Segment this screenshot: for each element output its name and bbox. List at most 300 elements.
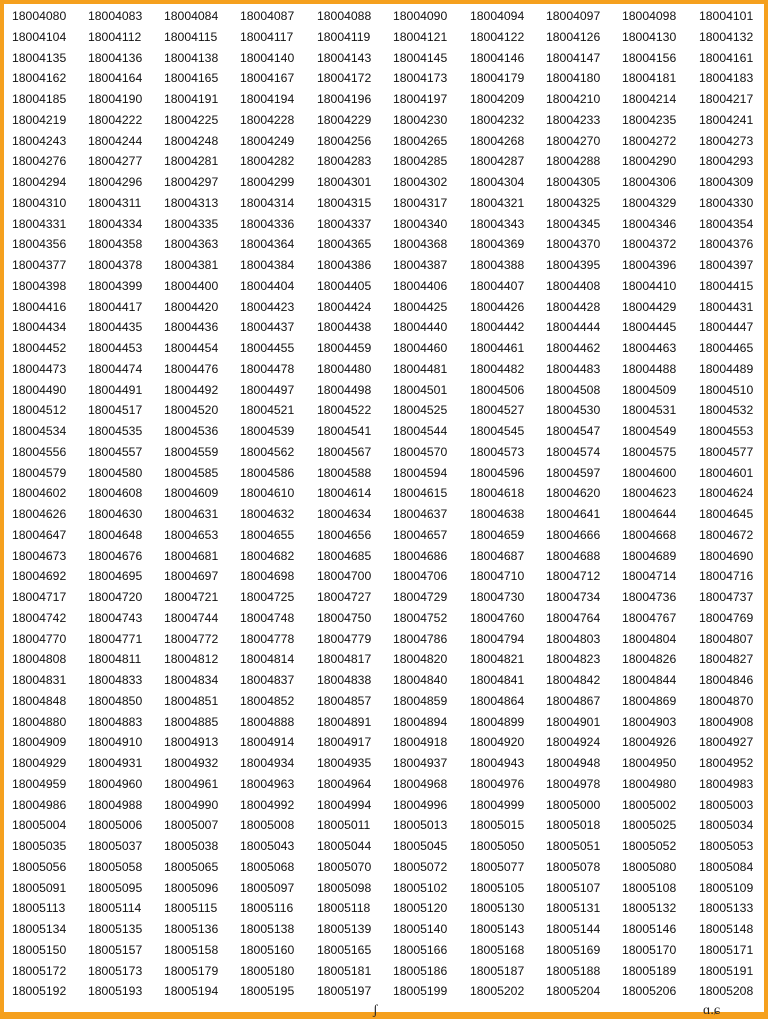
roll-number-cell: 18005097: [240, 880, 295, 895]
roll-number-cell: 18004256: [317, 133, 372, 148]
roll-number-cell: 18004161: [699, 50, 754, 65]
roll-number-cell: 18004478: [240, 361, 295, 376]
roll-number-cell: 18004115: [164, 29, 218, 44]
roll-number-cell: 18005105: [470, 880, 525, 895]
roll-number-cell: 18004230: [393, 112, 448, 127]
roll-number-cell: 18005011: [317, 818, 371, 833]
roll-number-cell: 18005181: [317, 963, 372, 978]
roll-number-cell: 18004541: [317, 424, 372, 438]
roll-number-cell: 18004399: [88, 278, 143, 293]
roll-number-cell: 18005095: [88, 880, 143, 895]
roll-number-cell: 18004952: [699, 756, 754, 770]
roll-number-cell: 18005068: [240, 859, 295, 874]
roll-number-cell: 18004167: [240, 71, 295, 86]
roll-number-cell: 18004827: [699, 652, 754, 667]
roll-number-cell: 18004557: [88, 444, 143, 459]
roll-number-cell: 18004297: [164, 175, 219, 189]
roll-number-cell: 18004525: [393, 403, 448, 418]
roll-number-cell: 18004641: [546, 507, 601, 521]
table-row: [0, 400, 768, 420]
roll-number-cell: 18004891: [317, 714, 372, 729]
roll-number-cell: 18004197: [393, 92, 448, 106]
roll-number-cell: 18004807: [699, 631, 754, 646]
roll-number-cell: 18004903: [622, 714, 677, 729]
roll-number-cell: 18004293: [699, 154, 754, 169]
roll-number-cell: 18005015: [470, 818, 525, 833]
roll-number-cell: 18004232: [470, 112, 525, 127]
roll-number-cell: 18004143: [317, 50, 372, 65]
roll-number-cell: 18005013: [393, 818, 448, 833]
roll-number-cell: 18004857: [317, 693, 372, 708]
roll-number-cell: 18004980: [622, 776, 677, 791]
roll-number-cell: 18004222: [88, 112, 143, 127]
roll-number-cell: 18004527: [470, 403, 525, 418]
roll-number-cell: 18004859: [393, 693, 448, 708]
roll-number-cell: 18004400: [164, 278, 219, 293]
roll-number-cell: 18004736: [622, 590, 677, 604]
roll-number-cell: 18004676: [88, 548, 143, 563]
roll-number-cell: 18004209: [470, 92, 525, 106]
roll-number-cell: 18004615: [393, 486, 448, 501]
roll-number-cell: 18004509: [622, 382, 677, 397]
table-row: [0, 857, 768, 877]
roll-number-cell: 18004426: [470, 299, 525, 314]
roll-number-cell: 18004233: [546, 112, 601, 127]
roll-number-cell: 18004434: [12, 320, 67, 335]
roll-number-cell: 18004659: [470, 527, 525, 542]
roll-number-cell: 18004672: [699, 527, 754, 542]
roll-number-cell: 18004235: [622, 112, 677, 127]
roll-number-cell: 18004577: [699, 444, 754, 459]
roll-number-cell: 18004673: [12, 548, 67, 563]
roll-number-cell: 18004490: [12, 382, 67, 397]
roll-number-cell: 18004983: [699, 776, 754, 791]
roll-number-cell: 18005120: [393, 901, 448, 916]
roll-number-cell: 18004706: [393, 569, 448, 584]
roll-number-cell: 18005102: [393, 880, 448, 895]
roll-number-cell: 18004340: [393, 216, 448, 231]
table-row: [0, 608, 768, 628]
roll-number-cell: 18005078: [546, 859, 601, 874]
roll-number-cell: 18004626: [12, 507, 67, 521]
roll-number-cell: 18004842: [546, 673, 601, 687]
roll-number-cell: 18004241: [699, 112, 754, 127]
roll-number-cell: 18004498: [317, 382, 372, 397]
roll-number-cell: 18004407: [470, 278, 525, 293]
roll-number-cell: 18004637: [393, 507, 448, 521]
table-row: [0, 961, 768, 981]
roll-number-cell: 18005189: [622, 963, 677, 978]
roll-number-cell: 18004321: [470, 195, 525, 210]
roll-number-cell: 18004098: [622, 9, 677, 23]
roll-number-cell: 18005118: [317, 901, 371, 916]
roll-number-cell: 18005135: [88, 922, 143, 936]
roll-number-cell: 18004760: [470, 610, 525, 625]
roll-number-cell: 18005007: [164, 818, 219, 833]
roll-number-cell: 18004481: [393, 361, 448, 376]
roll-number-cell: 18004914: [240, 735, 295, 750]
roll-number-cell: 18005045: [393, 839, 448, 853]
roll-number-cell: 18004562: [240, 444, 295, 459]
table-row: [0, 193, 768, 213]
roll-number-cell: 18004440: [393, 320, 448, 335]
roll-number-cell: 18005202: [470, 984, 525, 999]
roll-number-cell: 18004698: [240, 569, 295, 584]
table-row: [0, 525, 768, 545]
table-row: [0, 732, 768, 752]
roll-number-cell: 18004880: [12, 714, 67, 729]
roll-number-cell: 18004225: [164, 112, 219, 127]
roll-number-cell: 18004520: [164, 403, 219, 418]
roll-number-cell: 18004345: [546, 216, 601, 231]
roll-number-cell: 18004302: [393, 175, 448, 189]
roll-number-cell: 18004183: [699, 71, 754, 86]
roll-number-cell: 18005072: [393, 859, 448, 874]
roll-number-cell: 18005130: [470, 901, 525, 916]
roll-number-cell: 18004436: [164, 320, 219, 335]
roll-number-cell: 18004228: [240, 112, 295, 127]
roll-number-cell: 18004386: [317, 258, 372, 272]
roll-number-cell: 18004534: [12, 424, 67, 438]
roll-number-cell: 18004596: [470, 465, 525, 480]
roll-number-cell: 18004999: [470, 797, 525, 812]
roll-number-cell: 18004575: [622, 444, 677, 459]
roll-number-cell: 18004920: [470, 735, 525, 750]
roll-number-cell: 18004632: [240, 507, 295, 521]
roll-number-cell: 18005206: [622, 984, 677, 999]
roll-number-cell: 18004609: [164, 486, 219, 501]
roll-number-cell: 18004648: [88, 527, 143, 542]
roll-number-cell: 18004888: [240, 714, 295, 729]
roll-number-cell: 18004435: [88, 320, 143, 335]
roll-number-cell: 18004959: [12, 776, 67, 791]
roll-number-cell: 18004848: [12, 693, 67, 708]
roll-number-cell: 18004623: [622, 486, 677, 501]
roll-number-cell: 18005188: [546, 963, 601, 978]
roll-number-cell: 18005037: [88, 839, 143, 853]
roll-number-cell: 18004276: [12, 154, 67, 169]
roll-number-cell: 18004101: [699, 9, 754, 23]
roll-number-cell: 18004087: [240, 9, 295, 23]
roll-number-cell: 18004931: [88, 756, 143, 770]
roll-number-cell: 18004132: [699, 29, 754, 44]
roll-number-cell: 18005146: [622, 922, 677, 936]
roll-number-cell: 18004229: [317, 112, 372, 127]
roll-number-cell: 18004416: [12, 299, 67, 314]
roll-number-cell: 18004135: [12, 50, 67, 65]
roll-number-cell: 18004482: [470, 361, 525, 376]
roll-number-cell: 18004243: [12, 133, 67, 148]
roll-number-cell: 18004397: [699, 258, 754, 272]
roll-number-cell: 18004668: [622, 527, 677, 542]
roll-number-cell: 18004343: [470, 216, 525, 231]
roll-number-cell: 18004512: [12, 403, 67, 418]
roll-number-cell: 18004437: [240, 320, 295, 335]
handwritten-mark: ʃ: [373, 1003, 378, 1018]
roll-number-cell: 18005170: [622, 942, 677, 957]
roll-number-cell: 18004682: [240, 548, 295, 563]
roll-number-cell: 18004850: [88, 693, 143, 708]
roll-number-cell: 18004624: [699, 486, 754, 501]
roll-number-cell: 18004121: [393, 29, 448, 44]
roll-number-cell: 18004804: [622, 631, 677, 646]
roll-number-cell: 18004721: [164, 590, 219, 604]
roll-number-cell: 18004483: [546, 361, 601, 376]
roll-number-cell: 18004313: [164, 195, 219, 210]
roll-number-cell: 18005143: [470, 922, 525, 936]
roll-number-cell: 18004948: [546, 756, 601, 770]
roll-number-cell: 18004145: [393, 50, 448, 65]
roll-number-cell: 18005113: [12, 901, 66, 916]
roll-number-cell: 18005148: [699, 922, 754, 936]
roll-number-cell: 18005056: [12, 859, 67, 874]
roll-number-cell: 18004544: [393, 424, 448, 438]
roll-number-cell: 18004172: [317, 71, 372, 86]
roll-number-cell: 18004461: [470, 341, 525, 355]
roll-number-cell: 18004330: [699, 195, 754, 210]
roll-number-cell: 18005025: [622, 818, 677, 833]
roll-number-cell: 18004852: [240, 693, 295, 708]
roll-number-cell: 18005132: [622, 901, 677, 916]
table-row: [0, 338, 768, 358]
roll-number-cell: 18004146: [470, 50, 525, 65]
roll-number-cell: 18004934: [240, 756, 295, 770]
roll-number-cell: 18004976: [470, 776, 525, 791]
roll-number-cell: 18005169: [546, 942, 601, 957]
roll-number-cell: 18004831: [12, 673, 67, 687]
roll-number-cell: 18004335: [164, 216, 219, 231]
roll-number-cell: 18004645: [699, 507, 754, 521]
roll-number-cell: 18004608: [88, 486, 143, 501]
roll-number-cell: 18004521: [240, 403, 295, 418]
roll-number-cell: 18004388: [470, 258, 525, 272]
roll-number-cell: 18004601: [699, 465, 754, 480]
table-row: [0, 48, 768, 68]
roll-number-cell: 18005187: [470, 963, 525, 978]
roll-number-cell: 18005157: [88, 942, 143, 957]
roll-number-cell: 18004281: [164, 154, 219, 169]
roll-number-cell: 18004094: [470, 9, 525, 23]
roll-number-cell: 18005115: [164, 901, 218, 916]
roll-number-cell: 18004838: [317, 673, 372, 687]
roll-number-cell: 18004885: [164, 714, 219, 729]
roll-number-cell: 18004764: [546, 610, 601, 625]
roll-number-cell: 18004417: [88, 299, 143, 314]
roll-number-cell: 18004730: [470, 590, 525, 604]
roll-number-cell: 18004136: [88, 50, 143, 65]
roll-number-cell: 18004657: [393, 527, 448, 542]
roll-number-cell: 18005044: [317, 839, 372, 853]
roll-number-cell: 18004522: [317, 403, 372, 418]
roll-number-cell: 18004179: [470, 71, 525, 86]
roll-number-cell: 18004415: [699, 278, 754, 293]
roll-number-cell: 18004314: [240, 195, 295, 210]
roll-number-cell: 18004547: [546, 424, 601, 438]
roll-number-cell: 18004112: [88, 29, 142, 44]
roll-number-cell: 18004840: [393, 673, 448, 687]
table-row: [0, 587, 768, 607]
roll-number-cell: 18004480: [317, 361, 372, 376]
roll-number-cell: 18004354: [699, 216, 754, 231]
roll-number-cell: 18004820: [393, 652, 448, 667]
roll-number-cell: 18004283: [317, 154, 372, 169]
roll-number-cell: 18004961: [164, 776, 219, 791]
roll-number-cell: 18004634: [317, 507, 372, 521]
roll-number-cell: 18004752: [393, 610, 448, 625]
roll-number-cell: 18004712: [546, 569, 601, 584]
roll-number-cell: 18004288: [546, 154, 601, 169]
roll-number-cell: 18004104: [12, 29, 67, 44]
roll-number-cell: 18005160: [240, 942, 295, 957]
roll-number-cell: 18005000: [546, 797, 601, 812]
roll-number-cell: 18004410: [622, 278, 677, 293]
roll-number-cell: 18004088: [317, 9, 372, 23]
roll-number-cell: 18005191: [699, 963, 754, 978]
roll-number-cell: 18004294: [12, 175, 67, 189]
roll-number-cell: 18005080: [622, 859, 677, 874]
roll-number-cell: 18004369: [470, 237, 525, 252]
table-row: [0, 940, 768, 960]
table-row: [0, 815, 768, 835]
roll-number-cell: 18004290: [622, 154, 677, 169]
roll-number-cell: 18004364: [240, 237, 295, 252]
table-row: [0, 421, 768, 441]
roll-number-cell: 18005195: [240, 984, 295, 999]
roll-number-cell: 18005038: [164, 839, 219, 853]
roll-number-cell: 18005131: [546, 901, 601, 916]
roll-number-cell: 18004365: [317, 237, 372, 252]
table-row: [0, 68, 768, 88]
roll-number-cell: 18004376: [699, 237, 754, 252]
roll-number-cell: 18004580: [88, 465, 143, 480]
roll-number-cell: 18004370: [546, 237, 601, 252]
roll-number-cell: 18004618: [470, 486, 525, 501]
roll-number-cell: 18004864: [470, 693, 525, 708]
roll-number-cell: 18004460: [393, 341, 448, 355]
table-row: [0, 255, 768, 275]
roll-number-cell: 18004337: [317, 216, 372, 231]
roll-number-cell: 18004190: [88, 92, 143, 106]
roll-number-cell: 18004929: [12, 756, 67, 770]
roll-number-cell: 18004729: [393, 590, 448, 604]
table-row: [0, 774, 768, 794]
roll-number-cell: 18004594: [393, 465, 448, 480]
roll-number-cell: 18004214: [622, 92, 677, 106]
roll-number-cell: 18005051: [546, 839, 601, 853]
roll-number-cell: 18004147: [546, 50, 601, 65]
roll-number-cell: 18004913: [164, 735, 219, 750]
roll-number-cell: 18004686: [393, 548, 448, 563]
roll-number-cell: 18004600: [622, 465, 677, 480]
roll-number-cell: 18004720: [88, 590, 143, 604]
roll-number-cell: 18004725: [240, 590, 295, 604]
roll-number-cell: 18004194: [240, 92, 295, 106]
roll-number-cell: 18004779: [317, 631, 372, 646]
roll-number-cell: 18004080: [12, 9, 67, 23]
roll-number-cell: 18004734: [546, 590, 601, 604]
roll-number-cell: 18004438: [317, 320, 372, 335]
roll-number-cell: 18004285: [393, 154, 448, 169]
roll-number-cell: 18005204: [546, 984, 601, 999]
roll-number-cell: 18005052: [622, 839, 677, 853]
roll-number-cell: 18005192: [12, 984, 67, 999]
roll-number-cell: 18004644: [622, 507, 677, 521]
roll-number-cell: 18004455: [240, 341, 295, 355]
roll-number-cell: 18004270: [546, 133, 601, 148]
roll-number-cell: 18004090: [393, 9, 448, 23]
roll-number-cell: 18004986: [12, 797, 67, 812]
table-row: [0, 691, 768, 711]
roll-number-cell: 18004405: [317, 278, 372, 293]
roll-number-cell: 18005107: [546, 880, 601, 895]
table-row: [0, 753, 768, 773]
table-row: [0, 172, 768, 192]
roll-number-cell: 18004710: [470, 569, 525, 584]
roll-number-cell: 18005166: [393, 942, 448, 957]
roll-number-cell: 18004750: [317, 610, 372, 625]
roll-number-cell: 18004844: [622, 673, 677, 687]
roll-number-cell: 18004119: [317, 29, 371, 44]
table-row: [0, 795, 768, 815]
roll-number-cell: 18004473: [12, 361, 67, 376]
roll-number-cell: 18004770: [12, 631, 67, 646]
roll-number-cell: 18004299: [240, 175, 295, 189]
roll-number-cell: 18004908: [699, 714, 754, 729]
roll-number-cell: 18004462: [546, 341, 601, 355]
table-row: [0, 919, 768, 939]
roll-number-cell: 18004823: [546, 652, 601, 667]
roll-number-cell: 18004620: [546, 486, 601, 501]
roll-number-cell: 18004867: [546, 693, 601, 708]
roll-number-cell: 18004837: [240, 673, 295, 687]
roll-number-cell: 18004305: [546, 175, 601, 189]
table-row: [0, 670, 768, 690]
roll-number-cell: 18005050: [470, 839, 525, 853]
roll-number-cell: 18004631: [164, 507, 219, 521]
roll-number-cell: 18004431: [699, 299, 754, 314]
roll-number-cell: 18004420: [164, 299, 219, 314]
roll-number-cell: 18005034: [699, 818, 754, 833]
roll-number-cell: 18004452: [12, 341, 67, 355]
roll-number-cell: 18005144: [546, 922, 601, 936]
roll-number-cell: 18004363: [164, 237, 219, 252]
roll-number-cell: 18004821: [470, 652, 525, 667]
roll-number-cell: 18004630: [88, 507, 143, 521]
roll-number-cell: 18004573: [470, 444, 525, 459]
roll-number-cell: 18005171: [699, 942, 754, 957]
roll-number-cell: 18005053: [699, 839, 754, 853]
roll-number-cell: 18004748: [240, 610, 295, 625]
roll-number-cell: 18004771: [88, 631, 143, 646]
roll-number-cell: 18005003: [699, 797, 754, 812]
roll-number-cell: 18005194: [164, 984, 219, 999]
roll-number-cell: 18005108: [622, 880, 677, 895]
roll-number-cell: 18004248: [164, 133, 219, 148]
roll-number-cell: 18004869: [622, 693, 677, 708]
table-row: [0, 89, 768, 109]
table-row: [0, 504, 768, 524]
roll-number-cell: 18004501: [393, 382, 448, 397]
roll-number-cell: 18004666: [546, 527, 601, 542]
roll-number-cell: 18005139: [317, 922, 372, 936]
table-row: [0, 317, 768, 337]
roll-number-cell: 18004610: [240, 486, 295, 501]
roll-number-cell: 18004531: [622, 403, 677, 418]
roll-number-cell: 18004602: [12, 486, 67, 501]
roll-number-cell: 18004334: [88, 216, 143, 231]
roll-number-cell: 18004191: [164, 92, 219, 106]
roll-number-cell: 18005133: [699, 901, 754, 916]
